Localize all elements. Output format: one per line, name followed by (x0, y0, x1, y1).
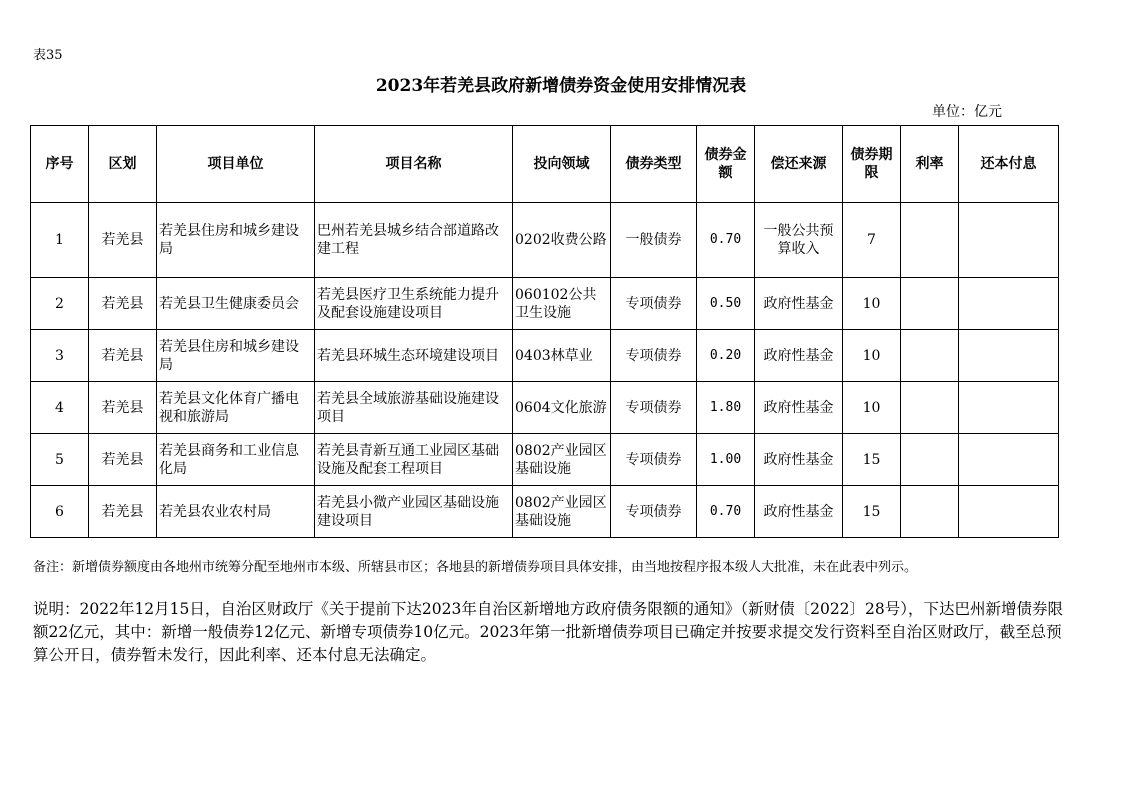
table-row (31, 330, 1059, 382)
principal-interest-cell (959, 382, 1059, 434)
bond-type-cell: 专项债券 (611, 486, 697, 538)
row-number: 6 (31, 486, 89, 538)
bond-term-cell: 7 (843, 203, 901, 278)
investment-field-cell: 0802产业园区基础设施 (513, 486, 611, 538)
interest-rate-cell (901, 203, 959, 278)
bond-type-cell: 专项债券 (611, 434, 697, 486)
header-cell: 区划 (89, 126, 157, 203)
bond-amount-cell: 1.80 (697, 382, 755, 434)
bond-type-cell: 专项债券 (611, 382, 697, 434)
table-row (31, 203, 1059, 278)
bond-term-cell: 10 (843, 330, 901, 382)
bond-term-cell: 15 (843, 434, 901, 486)
header-cell: 还本付息 (959, 126, 1059, 203)
repayment-source-cell: 一般公共预算收入 (755, 203, 843, 278)
project-name-cell: 若羌县青新互通工业园区基础设施及配套工程项目 (315, 434, 513, 486)
table-row (31, 486, 1059, 538)
project-name-cell: 若羌县医疗卫生系统能力提升及配套设施建设项目 (315, 278, 513, 330)
row-number: 1 (31, 203, 89, 278)
repayment-source-cell: 政府性基金 (755, 278, 843, 330)
principal-interest-cell (959, 330, 1059, 382)
bond-type-cell: 专项债券 (611, 330, 697, 382)
principal-interest-cell (959, 486, 1059, 538)
project-name-cell: 巴州若羌县城乡结合部道路改建工程 (315, 203, 513, 278)
project-name-cell: 若羌县环城生态环境建设项目 (315, 330, 513, 382)
header-cell: 项目名称 (315, 126, 513, 203)
table-number: 表35 (33, 48, 63, 63)
interest-rate-cell (901, 434, 959, 486)
bond-amount-cell: 0.70 (697, 486, 755, 538)
repayment-source-cell: 政府性基金 (755, 382, 843, 434)
project-name-cell: 若羌县小微产业园区基础设施建设项目 (315, 486, 513, 538)
interest-rate-cell (901, 486, 959, 538)
repayment-source-cell: 政府性基金 (755, 330, 843, 382)
header-cell: 序号 (31, 126, 89, 203)
header-cell: 债券期限 (843, 126, 901, 203)
remark-note: 备注：新增债券额度由各地州市统筹分配至地州市本级、所辖县市区；各地县的新增债券项目具体安排，由当地按程序报本级人大批准，未在此表中列示。 (33, 560, 918, 575)
bond-amount-cell: 0.70 (697, 203, 755, 278)
principal-interest-cell (959, 434, 1059, 486)
project-unit-cell: 若羌县住房和城乡建设局 (157, 330, 315, 382)
interest-rate-cell (901, 330, 959, 382)
investment-field-cell: 0403林草业 (513, 330, 611, 382)
region-cell: 若羌县 (89, 434, 157, 486)
investment-field-cell: 060102公共卫生设施 (513, 278, 611, 330)
row-number: 4 (31, 382, 89, 434)
unit-label: 单位：亿元 (932, 104, 1002, 120)
investment-field-cell: 0604文化旅游 (513, 382, 611, 434)
interest-rate-cell (901, 278, 959, 330)
principal-interest-cell (959, 278, 1059, 330)
header-cell: 偿还来源 (755, 126, 843, 203)
header-cell: 项目单位 (157, 126, 315, 203)
interest-rate-cell (901, 382, 959, 434)
region-cell: 若羌县 (89, 203, 157, 278)
investment-field-cell: 0802产业园区基础设施 (513, 434, 611, 486)
bond-amount-cell: 0.20 (697, 330, 755, 382)
header-cell: 利率 (901, 126, 959, 203)
header-cell: 债券类型 (611, 126, 697, 203)
region-cell: 若羌县 (89, 486, 157, 538)
table-row (31, 434, 1059, 486)
bond-term-cell: 10 (843, 382, 901, 434)
row-number: 2 (31, 278, 89, 330)
project-unit-cell: 若羌县商务和工业信息化局 (157, 434, 315, 486)
region-cell: 若羌县 (89, 330, 157, 382)
region-cell: 若羌县 (89, 382, 157, 434)
row-number: 3 (31, 330, 89, 382)
repayment-source-cell: 政府性基金 (755, 434, 843, 486)
project-unit-cell: 若羌县农业农村局 (157, 486, 315, 538)
table-row (31, 278, 1059, 330)
page-title: 2023年若羌县政府新增债券资金使用安排情况表 (375, 76, 747, 96)
bond-table (30, 125, 1059, 538)
project-unit-cell: 若羌县文化体育广播电视和旅游局 (157, 382, 315, 434)
header-cell: 投向领域 (513, 126, 611, 203)
project-name-cell: 若羌县全域旅游基础设施建设项目 (315, 382, 513, 434)
bond-type-cell: 专项债券 (611, 278, 697, 330)
table-row (31, 382, 1059, 434)
header-cell: 债券金额 (697, 126, 755, 203)
bond-term-cell: 15 (843, 486, 901, 538)
bond-amount-cell: 1.00 (697, 434, 755, 486)
repayment-source-cell: 政府性基金 (755, 486, 843, 538)
project-unit-cell: 若羌县卫生健康委员会 (157, 278, 315, 330)
bond-amount-cell: 0.50 (697, 278, 755, 330)
bond-type-cell: 一般债券 (611, 203, 697, 278)
principal-interest-cell (959, 203, 1059, 278)
explanation-paragraph: 说明：2022年12月15日，自治区财政厅《关于提前下达2023年自治区新增地方政府债务限额的通知》（新财债〔2022〕28号），下达巴州新增债券限额22亿元，其中：新增一般债券12亿元、新增专项债券10亿元。2023年第一批新增债券项目已确定并按要求提交发行资料至自治区财政厅，截至总预算公开日，债券暂未发行，因此利率、还本付息无法确定。 (33, 600, 1064, 664)
bond-term-cell: 10 (843, 278, 901, 330)
table-header-row (31, 126, 1059, 203)
row-number: 5 (31, 434, 89, 486)
investment-field-cell: 0202收费公路 (513, 203, 611, 278)
region-cell: 若羌县 (89, 278, 157, 330)
project-unit-cell: 若羌县住房和城乡建设局 (157, 203, 315, 278)
